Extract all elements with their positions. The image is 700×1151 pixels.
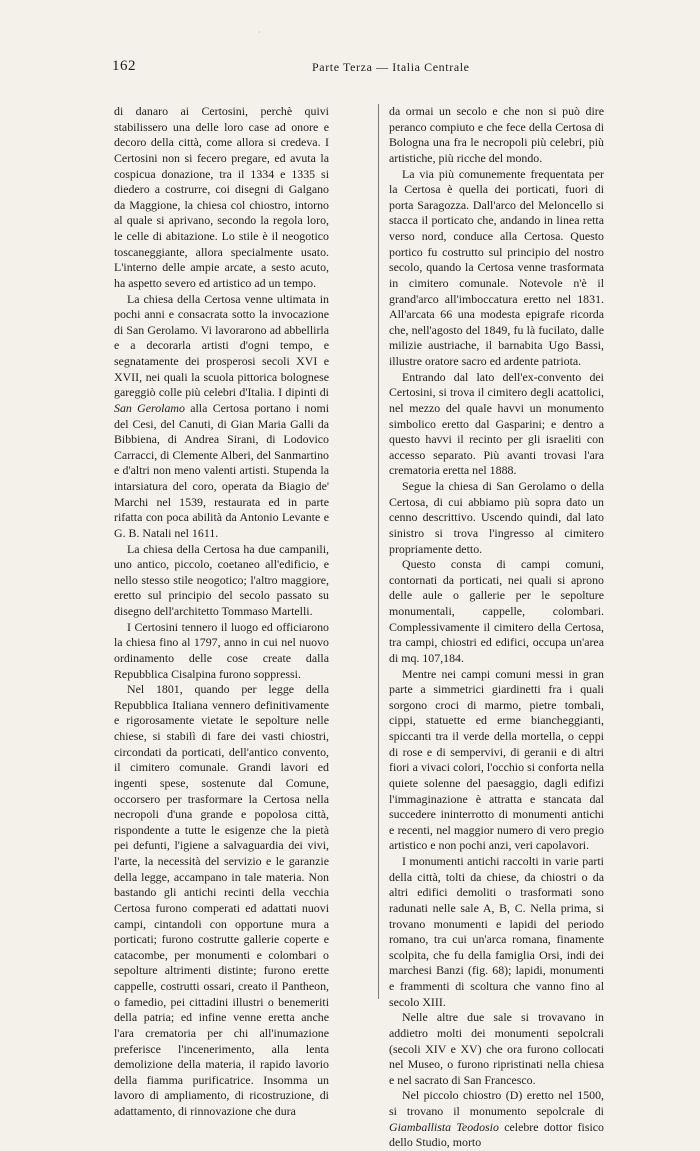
print-speck: · [258,28,261,37]
text-run: La chiesa della Certosa venne ultimata in pochi anni e consacrata sotto la invocazione di San Gerolamo. Vi lavorarono ad abbellirla e a decorarla artisti d'ogni tempo, e segnatamente dei prosperosi secoli XVI e XVII, nei quali la scuola pittorica bolognese gareggiò colle più celebri d'Italia. I dipinti di [114,291,329,400]
running-title: Parte Terza — Italia Centrale [312,60,470,74]
paragraph: Entrando dal lato dell'ex-convento dei Certosini, si trova il cimitero degli acattolici, nel mezzo del quale havvi un monumento simbolico eretto dal Gasparini; e dentro a questo havvi il recinto per gli israeliti con accesso separato. Più avanti trovasi l'ara crematoria eretta nel 1888. [389,369,604,478]
paragraph: I Certosini tennero il luogo ed officiarono la chiesa fino al 1797, anno in cui nel nuovo ordinamento delle cose create dalla Repubblica Cisalpina furono soppressi. [114,619,329,681]
paragraph: La via più comunemente frequentata per la Certosa è quella dei porticati, fuori di porta Saragozza. Dall'arco del Meloncello si stacca il porticato che, andando in linea retta verso nord, conduce alla Certosa. Questo portico fu costrutto sul principio del nostro secolo, quando la Certosa venne trasformata in cimitero comunale. Notevole n'è il grand'arco all'imboccatura eretto nel 1831. All'arcata 66 una modesta epigrafe ricorda che, nell'agosto del 1849, fu là fucilato, dalle milizie austriache, il barnabita Ugo Bassi, illustre oratore sacro ed ardente patriota. [389,166,604,368]
italic-title: San Gerolamo [114,400,185,415]
paragraph: di danaro ai Certosini, perchè quivi stabilissero una delle loro case ad onore e decoro della città, come allora si credeva. I Certosini non si fecero pregare, ed avuta la cospicua donazione, tra il 1334 e 1335 si diedero a costrurre, coi disegni di Galgano da Maggione, la chiesa col chiostro, intorno al quale si aprivano, secondo la regola loro, le celle di abitazione. Lo stile è il neogotico toscaneggiante, allora specialmente usato. L'interno delle ampie arcate, a sesto acuto, ha aspetto severo ed artistico ad un tempo. [114,104,329,290]
left-column [114,104,329,1120]
paragraph: I monumenti antichi raccolti in varie parti della città, tolti da chiese, da chiostri o da altri edifici demoliti o trasformati sono radunati nelle sale A, B, C. Nella prima, si trovano monumenti e lapidi del periodo romano, tra cui un'arca romana, finamente scolpita, che fu della famiglia Orsi, indi dei marchesi Banzi (fig. 68); lapidi, monumenti e frammenti di scoltura che vanno fino al secolo XIII. [389,854,604,1009]
column-divider [378,104,379,999]
italic-name: Giamballista Teodosio [389,1119,499,1134]
page-number: 162 [112,58,136,74]
paragraph: Questo consta di campi comuni, contornati da porticati, nei quali si aprono delle aule o gallerie per le sepolture monumentali, cappelle, colombari. Complessivamente il cimitero della Certosa, tra campi, chiostri ed edifici, occupa un'area di mq. 107,184. [389,557,604,665]
text-run: alla Certosa portano i nomi del Cesi, del Canuti, di Gian Maria Galli da Bibbiena, di Andrea Sirani, di Lodovico Carracci, di Clemente Alberi, del Sanmartino e d'altri non meno valenti artisti. Stupenda la intarsiatura del coro, operata da Biagio de' Marchi nel 1539, restaurata ed in parte rifatta con poca abilità da Antonio Levante e G. B. Natali nel 1611. [114,400,329,540]
right-column [389,104,604,1151]
text-run: celebre dottor fisico dello Studio, morto [389,1119,604,1150]
page-header [112,58,592,78]
paragraph: Nelle altre due sale si trovavano in addietro molti dei monumenti sepolcrali (secoli XIV e XV) che ora furono collocati nel Museo, o furono ripristinati nella chiesa e nel sacrato di San Francesco. [389,1010,604,1087]
paragraph [114,292,329,542]
paragraph: Nel 1801, quando per legge della Repubblica Italiana vennero definitivamente e rigorosamente vietate le sepolture nelle chiese, si stabilì di fare dei vasti chiostri, circondati da porticati, dell'antico convento, il cimitero comunale. Grandi lavori ed ingenti spese, sostenute dal Comune, occorsero per trasformare la Certosa nella necropoli d'una grande e popolosa città, rispondente a tutte le esigenze che la pietà pei defunti, l'igiene a salvaguardia dei vivi, l'arte, la necessità del servizio e le garanzie della legge, accampano in tale materia. Non bastando gli antichi recinti della vecchia Certosa furono comperati ed adattati nuovi campi, cintandoli con opportune mura a porticati; furono costrutte gallerie coperte e catacombe, per monumenti e colombari o sepolture altrimenti distinte; furono erette cappelle, costrutti ossari, creato il Pantheon, o famedio, pei cittadini illustri o benemeriti della patria; ed infine venne eretta anche l'ara crematoria per chi all'inumazione preferisce l'incenerimento, alla lenta demolizione della materia, il rapido lavorio della fiamma purificatrice. Insomma un lavoro di ampliamento, di ricostruzione, di adattamento, di rinnovazione che dura [114,682,329,1118]
paragraph: La chiesa della Certosa ha due campanili, uno antico, piccolo, coetaneo all'edificio, e nello stesso stile neogotico; l'altro maggiore, eretto sul principio del secolo passato su disegno dell'architetto Tommaso Martelli. [114,541,329,618]
paragraph [389,1088,604,1151]
paragraph: da ormai un secolo e che non si può dire peranco compiuto e che fece della Certosa di Bologna una fra le necropoli più celebri, più artistiche, più ricche del mondo. [389,104,604,165]
text-run: Nel piccolo chiostro (D) eretto nel 1500, si trovano il monumento sepolcrale di [389,1088,604,1118]
paragraph: Mentre nei campi comuni messi in gran parte a simmetrici giardinetti fra i quali sorgono croci di marmo, pietre tombali, cippi, statuette ed erme biancheggianti, spiccanti tra il verde della mortella, o ceppi di rose e di sempervivi, di geranii e di altri fiori a vivaci colori, l'occhio si conforta nella quiete solenne del paesaggio, dagli edifizi l'immaginazione è attratta e stancata dal succedere ininterrotto di monumenti antichi e recenti, nel maggior numero di vero pregio artistico e non pochi anzi, veri capolavori. [389,666,604,853]
paragraph: Segue la chiesa di San Gerolamo o della Certosa, di cui abbiamo più sopra dato un cenno descrittivo. Uscendo quindi, dal lato sinistro si trova l'ingresso al cimitero propriamente detto. [389,479,604,556]
